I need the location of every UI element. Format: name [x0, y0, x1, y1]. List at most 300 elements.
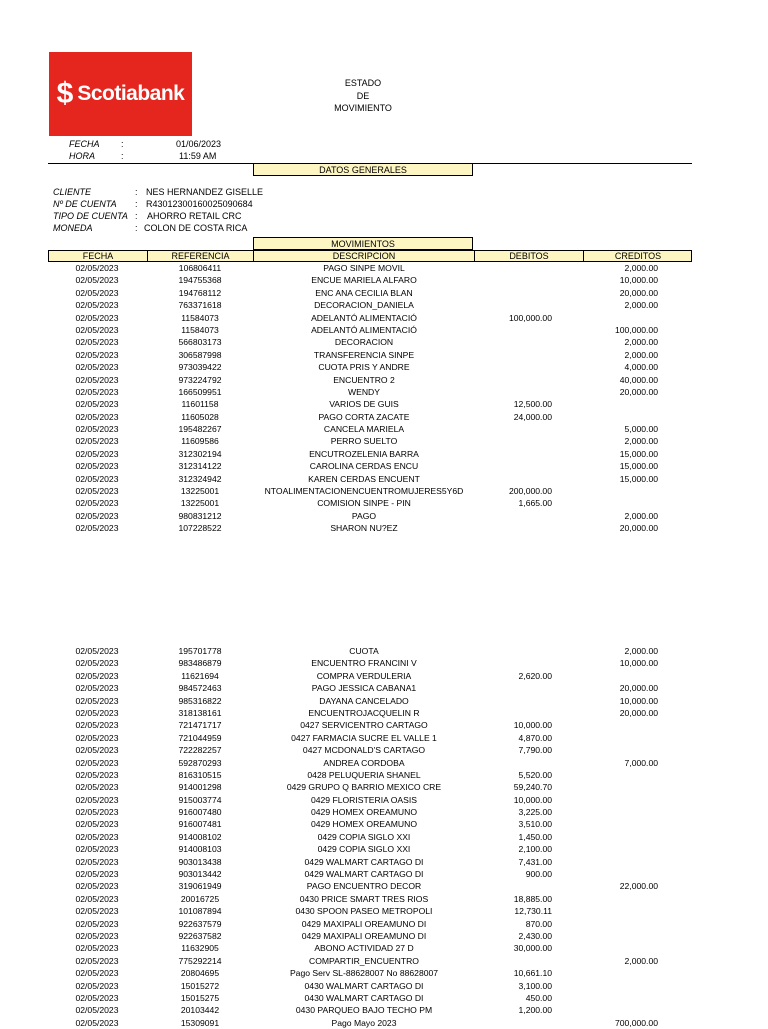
col-creditos-header: CREDITOS	[614, 251, 662, 261]
cell-descripcion: PAGO SINPE MOVIL	[323, 263, 405, 273]
cell-debitos: 100,000.00	[508, 312, 552, 323]
cell-referencia: 312314122	[178, 461, 222, 472]
cell-fecha: 02/05/2023	[75, 856, 119, 867]
cell-fecha: 02/05/2023	[75, 980, 119, 991]
fecha-value: 01/06/2023	[176, 139, 222, 149]
cell-referencia: 763371618	[178, 300, 222, 311]
table-row	[0, 930, 768, 942]
table-row	[0, 918, 768, 930]
cell-creditos: 15,000.00	[619, 461, 658, 472]
cell-referencia: 980831212	[178, 510, 222, 521]
cell-referencia: 11601158	[181, 399, 219, 410]
cell-descripcion: 0427 MCDONALD'S CARTAGO	[302, 745, 426, 756]
cell-fecha: 02/05/2023	[75, 312, 119, 323]
cell-fecha: 02/05/2023	[75, 968, 119, 979]
cell-referencia: 592870293	[178, 757, 222, 768]
cell-creditos: 22,000.00	[619, 881, 658, 892]
cell-descripcion: ENCUE MARIELA ALFARO	[311, 275, 417, 286]
cell-fecha: 02/05/2023	[75, 399, 119, 410]
cell-fecha: 02/05/2023	[75, 918, 119, 929]
cell-debitos: 24,000.00	[513, 411, 552, 422]
table-row	[0, 312, 768, 324]
cliente-row	[0, 187, 768, 199]
cuenta-value: R43012300160025090684	[146, 199, 253, 209]
col-referencia-header: REFERENCIA	[171, 251, 230, 261]
table-row	[0, 497, 768, 509]
cell-referencia: 973039422	[178, 362, 222, 373]
cell-fecha: 02/05/2023	[75, 1017, 119, 1028]
cell-descripcion: 0429 HOMEX OREAMUNO	[310, 807, 418, 818]
cell-descripcion: ENCUENTRO FRANCINI V	[311, 658, 417, 669]
fecha-colon: :	[121, 139, 124, 149]
hora-label: HORA	[69, 151, 96, 161]
table-row	[0, 806, 768, 818]
cell-fecha: 02/05/2023	[75, 424, 119, 435]
cell-creditos: 700,000.00	[614, 1017, 658, 1028]
cell-fecha: 02/05/2023	[75, 695, 119, 706]
cell-referencia: 20103442	[180, 1005, 220, 1016]
cell-referencia: 914001298	[178, 782, 222, 793]
cell-creditos: 20,000.00	[619, 683, 658, 694]
col-fecha-header: FECHA	[82, 251, 114, 261]
cell-descripcion: DECORACION	[334, 337, 394, 348]
cell-referencia: 312324942	[178, 473, 222, 484]
cell-fecha: 02/05/2023	[75, 275, 119, 286]
cuenta-row	[0, 199, 768, 211]
cell-descripcion: 0429 WALMART CARTAGO DI	[304, 856, 424, 867]
cell-referencia: 166509951	[178, 386, 222, 397]
table-row	[0, 274, 768, 286]
table-row	[0, 1004, 768, 1016]
tipo-cuenta-label: TIPO DE CUENTA	[53, 211, 128, 221]
hora-row	[0, 151, 768, 163]
cell-fecha: 02/05/2023	[75, 930, 119, 941]
cell-fecha: 02/05/2023	[75, 374, 119, 385]
table-row	[0, 955, 768, 967]
moneda-row	[0, 223, 768, 235]
cell-descripcion: PAGO ENCUENTRO DECOR	[306, 881, 422, 892]
table-row	[0, 856, 768, 868]
cuenta-label: Nº DE CUENTA	[53, 199, 117, 209]
hora-value: 11:59 AM	[179, 151, 217, 161]
hora-colon: :	[121, 151, 124, 161]
table-row	[0, 287, 768, 299]
cell-referencia: 973224792	[178, 374, 222, 385]
table-row	[0, 398, 768, 410]
table-row	[0, 386, 768, 398]
cell-descripcion: COMPRA VERDULERIA	[316, 670, 412, 681]
cell-descripcion: DECORACION_DANIELA	[314, 300, 414, 311]
cliente-label: CLIENTE	[53, 187, 92, 197]
cell-descripcion: 0427 FARMACIA SUCRE EL VALLE 1	[291, 732, 437, 743]
table-row	[0, 657, 768, 669]
cell-fecha: 02/05/2023	[75, 745, 119, 756]
table-row	[0, 349, 768, 361]
cell-descripcion: ADELANTÓ ALIMENTACIÓ	[311, 324, 417, 335]
cell-fecha: 02/05/2023	[75, 411, 119, 422]
cell-fecha: 02/05/2023	[75, 769, 119, 780]
table-row	[0, 324, 768, 336]
cell-descripcion: VARIOS DE GUIS	[329, 399, 399, 410]
table-row	[0, 831, 768, 843]
cell-fecha: 02/05/2023	[75, 337, 119, 348]
datos-generales-banner: DATOS GENERALES	[253, 163, 473, 176]
cell-descripcion: 0429 COPIA SIGLO XXI	[317, 831, 411, 842]
cell-fecha: 02/05/2023	[75, 1005, 119, 1016]
cell-fecha: 02/05/2023	[75, 523, 119, 534]
cell-descripcion: 0429 FLORISTERIA OASIS	[310, 794, 418, 805]
table-row	[0, 967, 768, 979]
cell-fecha: 02/05/2023	[75, 794, 119, 805]
cliente-value: NES HERNANDEZ GISELLE	[146, 187, 264, 197]
cell-fecha: 02/05/2023	[75, 486, 119, 497]
cell-descripcion: TRANSFERENCIA SINPE	[313, 349, 415, 360]
cell-descripcion: COMISION SINPE - PIN	[317, 498, 411, 509]
cell-fecha: 02/05/2023	[75, 448, 119, 459]
cell-referencia: 20804695	[180, 968, 220, 979]
cell-debitos: 12,730.11	[514, 906, 552, 917]
cuenta-colon: :	[135, 199, 138, 209]
table-row	[0, 794, 768, 806]
cell-referencia: 916007481	[178, 819, 222, 830]
cell-debitos: 4,870.00	[518, 732, 552, 743]
table-row	[0, 510, 768, 522]
transactions-block-1	[0, 262, 768, 535]
cell-descripcion: 0430 WALMART CARTAGO DI	[304, 992, 424, 1003]
cell-creditos: 20,000.00	[619, 523, 658, 534]
cell-debitos: 7,431.00	[518, 856, 552, 867]
cell-fecha: 02/05/2023	[75, 943, 119, 954]
title-line-1: ESTADO	[344, 78, 382, 88]
cell-referencia: 922637579	[178, 918, 222, 929]
table-row	[0, 744, 768, 756]
cell-descripcion: Pago Serv SL-88628007 No 88628007	[289, 968, 439, 979]
cell-debitos: 1,200.00	[518, 1005, 552, 1016]
cell-debitos: 1,450.00	[518, 831, 552, 842]
cell-fecha: 02/05/2023	[75, 732, 119, 743]
cell-descripcion: ENCUTROZELENIA BARRA	[309, 448, 419, 459]
cell-descripcion: ENC ANA CECILIA BLAN	[315, 287, 413, 298]
cell-fecha: 02/05/2023	[75, 707, 119, 718]
cell-referencia: 721471717	[178, 720, 222, 731]
cell-referencia: 903013438	[178, 856, 222, 867]
table-row	[0, 843, 768, 855]
cell-debitos: 2,620.00	[518, 670, 552, 681]
cell-debitos: 5,520.00	[518, 769, 552, 780]
cell-fecha: 02/05/2023	[75, 683, 119, 694]
table-row	[0, 719, 768, 731]
cell-debitos: 10,661.10	[513, 968, 552, 979]
cell-fecha: 02/05/2023	[75, 658, 119, 669]
table-row	[0, 880, 768, 892]
cell-descripcion: 0430 WALMART CARTAGO DI	[304, 980, 424, 991]
cell-referencia: 106806411	[178, 263, 222, 273]
table-row	[0, 645, 768, 657]
cell-referencia: 914008102	[178, 831, 222, 842]
cell-descripcion: 0430 PARQUEO BAJO TECHO PM	[295, 1005, 433, 1016]
cell-descripcion: ENCUENTROJACQUELIN R	[308, 707, 420, 718]
cell-descripcion: 0429 HOMEX OREAMUNO	[310, 819, 418, 830]
table-row	[0, 868, 768, 880]
cell-referencia: 914008103	[178, 844, 222, 855]
cell-referencia: 816310515	[178, 769, 222, 780]
cell-descripcion: CANCELA MARIELA	[323, 424, 405, 435]
cell-referencia: 775292214	[178, 955, 222, 966]
cell-descripcion: 0430 PRICE SMART TRES RIOS	[299, 893, 429, 904]
cell-debitos: 10,000.00	[513, 794, 552, 805]
table-header	[48, 250, 692, 262]
table-row	[0, 942, 768, 954]
cell-fecha: 02/05/2023	[75, 670, 119, 681]
col-descripcion-header: DESCRIPCION	[332, 251, 396, 261]
cell-descripcion: PAGO	[351, 510, 377, 521]
table-row	[0, 707, 768, 719]
cell-referencia: 11621694	[181, 670, 219, 681]
cell-descripcion: 0429 MAXIPALI OREAMUNO DI	[301, 918, 427, 929]
cell-fecha: 02/05/2023	[75, 992, 119, 1003]
cell-debitos: 3,510.00	[518, 819, 552, 830]
cell-debitos: 7,790.00	[518, 745, 552, 756]
cell-referencia: 915003774	[178, 794, 222, 805]
cell-creditos: 40,000.00	[619, 374, 658, 385]
cell-creditos: 4,000.00	[624, 362, 658, 373]
table-row	[0, 992, 768, 1004]
cell-referencia: 566803173	[178, 337, 222, 348]
cell-fecha: 02/05/2023	[75, 757, 119, 768]
cell-fecha: 02/05/2023	[75, 782, 119, 793]
cell-fecha: 02/05/2023	[75, 498, 119, 509]
scotiabank-logo	[49, 52, 192, 136]
cell-fecha: 02/05/2023	[75, 300, 119, 311]
cell-referencia: 916007480	[178, 807, 222, 818]
cell-debitos: 30,000.00	[513, 943, 552, 954]
cell-debitos: 12,500.00	[513, 399, 552, 410]
cell-descripcion: ADELANTÓ ALIMENTACIÓ	[311, 312, 417, 323]
cell-creditos: 2,000.00	[624, 510, 658, 521]
cell-descripcion: 0427 SERVICENTRO CARTAGO	[300, 720, 428, 731]
cell-fecha: 02/05/2023	[75, 819, 119, 830]
cell-debitos: 18,885.00	[513, 893, 552, 904]
cell-referencia: 107228522	[178, 523, 222, 534]
cell-descripcion: PERRO SUELTO	[330, 436, 398, 447]
cell-descripcion: WENDY	[348, 386, 380, 397]
title-line-2: DE	[356, 90, 370, 101]
cell-debitos: 450.00	[525, 992, 552, 1003]
cell-fecha: 02/05/2023	[75, 287, 119, 298]
cell-creditos: 7,000.00	[624, 757, 658, 768]
table-row	[0, 423, 768, 435]
cell-debitos: 59,240.70	[513, 782, 552, 793]
cliente-colon: :	[135, 187, 138, 197]
cell-fecha: 02/05/2023	[75, 807, 119, 818]
cell-referencia: 11584073	[181, 324, 219, 335]
table-row	[0, 781, 768, 793]
cell-fecha: 02/05/2023	[75, 720, 119, 731]
cell-creditos: 2,000.00	[624, 955, 658, 966]
cell-descripcion: CUOTA PRIS Y ANDRE	[318, 362, 410, 373]
fecha-label: FECHA	[69, 139, 100, 149]
cell-debitos: 2,100.00	[518, 844, 552, 855]
cell-descripcion: ABONO ACTIVIDAD 27 D	[314, 943, 414, 954]
table-row	[0, 695, 768, 707]
cell-debitos: 3,100.00	[518, 980, 552, 991]
cell-creditos: 10,000.00	[619, 658, 658, 669]
table-row	[0, 682, 768, 694]
tipo-cuenta-value: AHORRO RETAIL CRC	[147, 211, 242, 221]
cell-debitos: 900.00	[525, 869, 552, 880]
table-row	[0, 299, 768, 311]
cell-referencia: 11584073	[181, 312, 219, 323]
moneda-colon: :	[135, 223, 138, 233]
cell-referencia: 306587998	[178, 349, 222, 360]
cell-descripcion: KAREN CERDAS ENCUENT	[308, 473, 420, 484]
movimientos-banner: MOVIMIENTOS	[253, 237, 473, 250]
cell-referencia: 319061949	[178, 881, 222, 892]
table-row	[0, 818, 768, 830]
cell-referencia: 13225001	[180, 486, 220, 497]
cell-fecha: 02/05/2023	[75, 263, 119, 273]
cell-creditos: 5,000.00	[624, 424, 658, 435]
cell-referencia: 195482267	[178, 424, 222, 435]
table-row	[0, 757, 768, 769]
table-row	[0, 769, 768, 781]
cell-referencia: 13225001	[180, 498, 220, 509]
cell-fecha: 02/05/2023	[75, 510, 119, 521]
table-row	[0, 1017, 768, 1029]
cell-referencia: 721044959	[178, 732, 222, 743]
cell-referencia: 20016725	[180, 893, 220, 904]
cell-descripcion: 0430 SPOON PASEO METROPOLI	[295, 906, 433, 917]
cell-creditos: 2,000.00	[624, 300, 658, 311]
cell-referencia: 984572463	[178, 683, 222, 694]
cell-descripcion: CAROLINA CERDAS ENCU	[309, 461, 419, 472]
tipo-cuenta-row	[0, 211, 768, 223]
cell-descripcion: SHARON NU?EZ	[330, 523, 398, 534]
fecha-row	[0, 139, 768, 151]
cell-fecha: 02/05/2023	[75, 906, 119, 917]
cell-fecha: 02/05/2023	[75, 461, 119, 472]
cell-referencia: 15015272	[180, 980, 220, 991]
moneda-value: COLON DE COSTA RICA	[144, 223, 248, 233]
cell-creditos: 2,000.00	[624, 349, 658, 360]
cell-fecha: 02/05/2023	[75, 473, 119, 484]
cell-referencia: 985316822	[178, 695, 222, 706]
cell-descripcion: 0428 PELUQUERIA SHANEL	[307, 769, 421, 780]
cell-debitos: 2,430.00	[518, 930, 552, 941]
cell-creditos: 2,000.00	[624, 337, 658, 348]
cell-creditos: 20,000.00	[619, 287, 658, 298]
cell-descripcion: PAGO JESSICA CABANA1	[311, 683, 417, 694]
cell-creditos: 10,000.00	[619, 275, 658, 286]
table-row	[0, 522, 768, 534]
cell-referencia: 11605028	[181, 411, 219, 422]
table-row	[0, 361, 768, 373]
table-row	[0, 893, 768, 905]
cell-referencia: 11632905	[181, 943, 219, 954]
cell-descripcion: 0429 COPIA SIGLO XXI	[317, 844, 411, 855]
table-row	[0, 336, 768, 348]
cell-debitos: 10,000.00	[513, 720, 552, 731]
cell-fecha: 02/05/2023	[75, 893, 119, 904]
cell-creditos: 15,000.00	[619, 448, 658, 459]
cell-referencia: 15015275	[180, 992, 220, 1003]
cell-referencia: 983486879	[178, 658, 222, 669]
cell-fecha: 02/05/2023	[75, 324, 119, 335]
table-row	[0, 411, 768, 423]
table-row	[0, 980, 768, 992]
cell-descripcion: NTOALIMENTACIONENCUENTROMUJERES5Y6D	[264, 486, 464, 497]
cell-referencia: 722282257	[178, 745, 222, 756]
cell-fecha: 02/05/2023	[75, 844, 119, 855]
cell-descripcion: DAYANA CANCELADO	[319, 695, 409, 706]
cell-creditos: 10,000.00	[619, 695, 658, 706]
table-row	[0, 670, 768, 682]
col-debitos-header: DEBITOS	[509, 251, 549, 261]
tipo-cuenta-colon: :	[135, 211, 138, 221]
transactions-block-2	[0, 645, 768, 1029]
cell-referencia: 922637582	[178, 930, 222, 941]
table-row	[0, 262, 768, 274]
cell-descripcion: ENCUENTRO 2	[333, 374, 395, 385]
cell-fecha: 02/05/2023	[75, 436, 119, 447]
table-row	[0, 905, 768, 917]
cell-fecha: 02/05/2023	[75, 869, 119, 880]
moneda-label: MONEDA	[53, 223, 93, 233]
cell-descripcion: COMPARTIR_ENCUENTRO	[309, 955, 419, 966]
cell-debitos: 870.00	[525, 918, 552, 929]
cell-referencia: 194755368	[178, 275, 222, 286]
cell-descripcion: ANDREA CORDOBA	[323, 757, 405, 768]
title-line-3: MOVIMIENTO	[334, 103, 392, 113]
scotiabank-s-icon: $	[56, 77, 74, 110]
cell-creditos: 100,000.00	[614, 324, 658, 335]
table-row	[0, 448, 768, 460]
cell-referencia: 312302194	[178, 448, 222, 459]
cell-creditos: 20,000.00	[619, 707, 658, 718]
cell-referencia: 318138161	[178, 707, 222, 718]
cell-referencia: 903013442	[178, 869, 222, 880]
cell-creditos: 2,000.00	[624, 263, 658, 273]
cell-fecha: 02/05/2023	[75, 386, 119, 397]
cell-descripcion: 0429 MAXIPALI OREAMUNO DI	[301, 930, 427, 941]
table-row	[0, 485, 768, 497]
cell-creditos: 20,000.00	[619, 386, 658, 397]
cell-debitos: 200,000.00	[508, 486, 552, 497]
table-row	[0, 460, 768, 472]
cell-creditos: 15,000.00	[619, 473, 658, 484]
cell-fecha: 02/05/2023	[75, 362, 119, 373]
cell-referencia: 15309091	[180, 1017, 220, 1028]
cell-descripcion: CUOTA	[349, 646, 379, 656]
table-row	[0, 473, 768, 485]
cell-descripcion: Pago Mayo 2023	[331, 1017, 397, 1028]
cell-referencia: 101087894	[178, 906, 222, 917]
cell-referencia: 194768112	[178, 287, 222, 298]
table-row	[0, 374, 768, 386]
cell-fecha: 02/05/2023	[75, 881, 119, 892]
cell-descripcion: PAGO CORTA ZACATE	[318, 411, 410, 422]
cell-referencia: 11609586	[181, 436, 219, 447]
logo-wordmark: Scotiabank	[77, 82, 185, 105]
cell-creditos: 2,000.00	[624, 436, 658, 447]
cell-referencia: 195701778	[178, 646, 222, 656]
cell-descripcion: 0429 GRUPO Q BARRIO MEXICO CRE	[286, 782, 442, 793]
table-row	[0, 435, 768, 447]
cell-fecha: 02/05/2023	[75, 349, 119, 360]
cell-creditos: 2,000.00	[624, 646, 658, 656]
cell-fecha: 02/05/2023	[75, 955, 119, 966]
cell-debitos: 3,225.00	[518, 807, 552, 818]
